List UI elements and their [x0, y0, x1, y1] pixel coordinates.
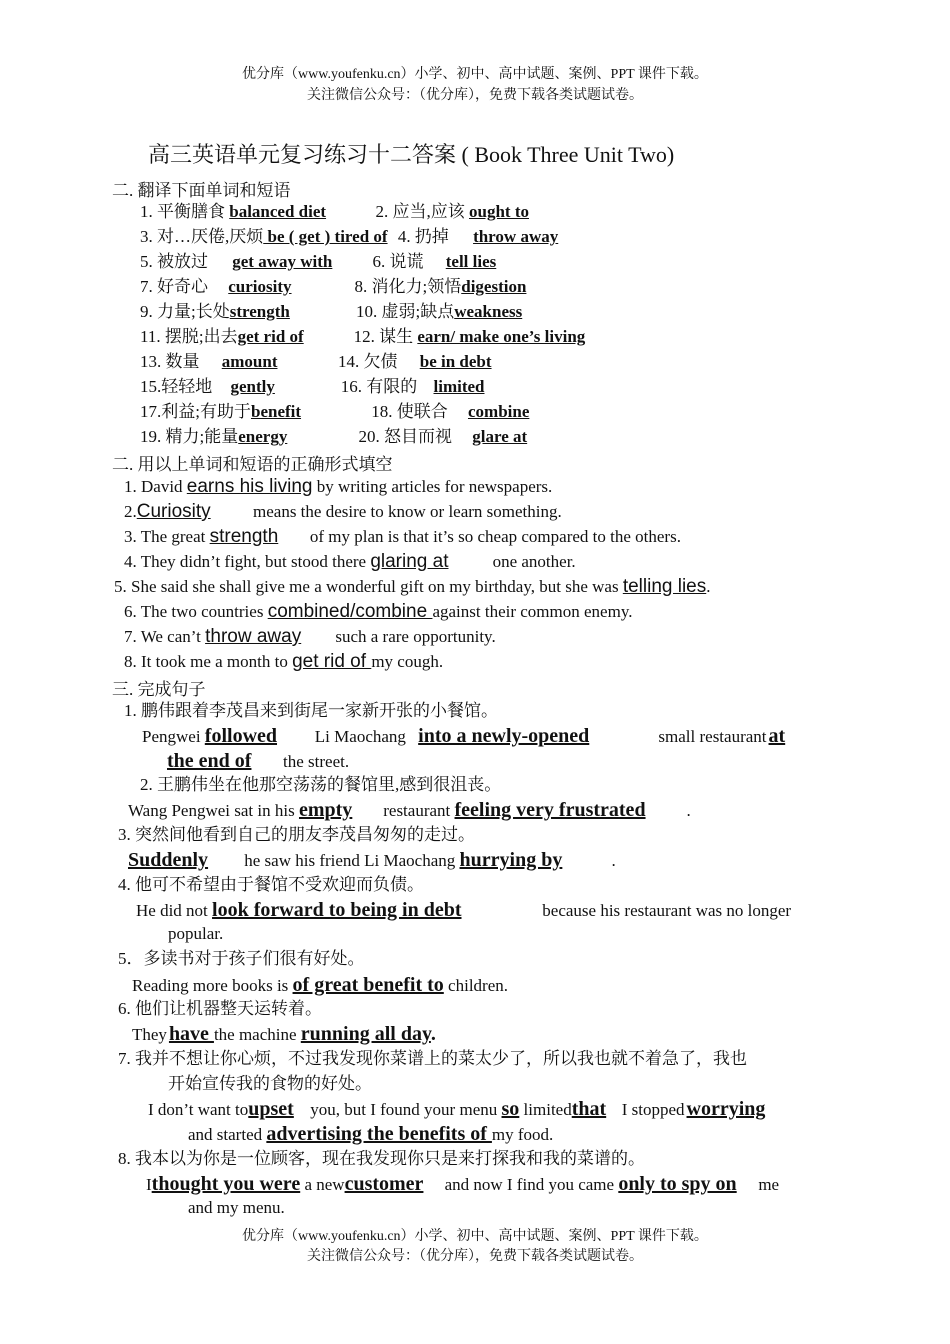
- fill-item-3: 3. The great strength of my plan is that it’s so cheap compared to the others.: [124, 526, 681, 547]
- vocab-row-3: 5. 被放过 get away with 6. 说谎 tell lies: [140, 251, 538, 273]
- footer-line-2: 关注微信公众号：（优分库），免费下载各类试题试卷。: [307, 1249, 643, 1264]
- answer: combined/combine: [267, 601, 433, 622]
- sentence-8-answer-cont: and my menu.: [188, 1198, 285, 1217]
- vocab-row-10: 19. 精力;能量energy 20. 怒目而视 glare at: [140, 426, 576, 448]
- sentence-3-prompt: 3. 突然间他看到自己的朋友李茂昌匆匆的走过。: [118, 825, 475, 844]
- answer: digestion: [461, 277, 527, 296]
- sentence-8-answer: Ithought you were a newcustomerand now I find you came only to spy onme: [146, 1173, 780, 1195]
- sentence-7-answer: I don’t want toupsetyou, but I found your menu so limitedthatI stopped worrying: [148, 1098, 766, 1120]
- answer: earn/ make one’s living: [417, 327, 586, 346]
- fill-item-7: 7. We can’t throw away such a rare opportunity.: [124, 626, 496, 647]
- answer: tell lies: [445, 252, 497, 271]
- answer: strength: [229, 302, 290, 321]
- answer: throw away: [473, 227, 559, 246]
- answer: limited: [433, 377, 485, 396]
- footer-line-1: 优分库（www.youfenku.cn）小学、初中、高中试题、案例、PPT 课件下载。: [242, 1229, 708, 1244]
- sentence-5-answer: Reading more books is of great benefit to children.: [132, 974, 508, 996]
- sentence-4-prompt: 4. 他可不希望由于餐馆不受欢迎而负债。: [118, 875, 424, 894]
- section-2-heading: 二. 用以上单词和短语的正确形式填空: [112, 455, 393, 474]
- answer: throw away: [205, 626, 302, 647]
- sentence-8-prompt: 8. 我本以为你是一位顾客，现在我发现你只是来打探我和我的菜谱的。: [118, 1149, 645, 1168]
- section-3-heading: 三. 完成句子: [112, 680, 206, 699]
- fill-item-8: 8. It took me a month to get rid of my cough.: [124, 651, 444, 672]
- answer: glaring at: [370, 551, 449, 572]
- answer: be ( get ) tired of: [263, 227, 388, 246]
- sentence-6-answer: They have the machine running all day.: [132, 1023, 436, 1045]
- fill-item-1: 1. David earns his living by writing articles for newspapers.: [124, 476, 553, 497]
- answer: energy: [238, 427, 288, 446]
- sentence-1-answer: Pengwei followedLi Maochang into a newly-opened small restaurant at: [142, 725, 786, 747]
- fill-item-6: 6. The two countries combined/combine against their common enemy.: [124, 601, 633, 622]
- answer: be in debt: [419, 352, 492, 371]
- answer: Curiosity: [136, 501, 211, 522]
- vocab-row-2: 3. 对…厌倦,厌烦 be ( get ) tired of 4. 扔掉 throw away: [140, 226, 601, 248]
- answer: gently: [230, 377, 275, 396]
- vocab-row-6: 11. 摆脱;出去get rid of 12. 谋生 earn/ make one’s living: [140, 327, 586, 346]
- sentence-3-answer: Suddenly he saw his friend Li Maochang hurrying by .: [128, 849, 616, 871]
- fill-item-5: 5. She said she shall give me a wonderful gift on my birthday, but she was telling lies.: [114, 576, 711, 597]
- answer: ought to: [469, 202, 529, 221]
- answer: telling lies: [622, 576, 707, 597]
- sentence-4-answer: He did not look forward to being in debt because his restaurant was no longer: [136, 899, 792, 921]
- answer: strength: [209, 526, 279, 547]
- answer: weakness: [454, 302, 523, 321]
- header-line-1: 优分库（www.youfenku.cn）小学、初中、高中试题、案例、PPT 课件下载。: [242, 67, 708, 82]
- answer: get rid of: [237, 327, 304, 346]
- fill-item-4: 4. They didn’t fight, but stood there glaring at one another.: [124, 551, 576, 572]
- fill-item-2: 2.Curiosity means the desire to know or learn something.: [124, 501, 562, 522]
- vocab-row-4: 7. 好奇心 curiosity 8. 消化力;领悟digestion: [140, 276, 547, 298]
- vocab-row-5: 9. 力量;长处strength 10. 虚弱;缺点weakness: [140, 301, 562, 323]
- sentence-7-answer-cont: and started advertising the benefits of my food.: [188, 1123, 554, 1145]
- vocab-row-7: 13. 数量 amount 14. 欠债 be in debt: [140, 351, 536, 373]
- answer: get away with: [232, 252, 333, 271]
- sentence-1-prompt: 1. 鹏伟跟着李茂昌来到街尾一家新开张的小餐馆。: [124, 701, 498, 720]
- vocab-row-1: 1. 平衡膳食 balanced diet 2. 应当,应该 ought to: [140, 201, 579, 223]
- answer: get rid of: [292, 651, 372, 672]
- sentence-2-answer: Wang Pengwei sat in his empty restaurant feeling very frustrated.: [128, 799, 691, 821]
- sentence-6-prompt: 6. 他们让机器整天运转着。: [118, 999, 322, 1018]
- sentence-2-prompt: 2. 王鹏伟坐在他那空荡荡的餐馆里,感到很沮丧。: [140, 775, 502, 794]
- vocab-row-9: 17.利益;有助于benefit 18. 使联合 combine: [140, 401, 572, 423]
- sentence-7-prompt-cont: 开始宣传我的食物的好处。: [168, 1074, 372, 1093]
- sentence-1-answer-cont: the end ofthe street.: [167, 750, 350, 772]
- section-1-heading: 二. 翻译下面单词和短语: [112, 181, 291, 200]
- answer: earns his living: [186, 476, 313, 497]
- header-line-2: 关注微信公众号：（优分库），免费下载各类试题试卷。: [307, 88, 643, 103]
- answer: combine: [467, 402, 530, 421]
- answer: benefit: [250, 402, 302, 421]
- vocab-row-8: 15.轻轻地 gently 16. 有限的 limited: [140, 376, 538, 398]
- answer: glare at: [472, 427, 528, 446]
- answer: curiosity: [228, 277, 292, 296]
- page-title: 高三英语单元复习练习十二答案 ( Book Three Unit Two): [148, 142, 675, 167]
- sentence-4-answer-cont: popular.: [168, 924, 224, 943]
- sentence-7-prompt: 7. 我并不想让你心烦，不过我发现你菜谱上的菜太少了，所以我也就不着急了，我也: [118, 1049, 747, 1068]
- answer: amount: [221, 352, 278, 371]
- answer: balanced diet: [229, 202, 327, 221]
- sentence-5-prompt: 5．多读书对于孩子们很有好处。: [118, 949, 365, 968]
